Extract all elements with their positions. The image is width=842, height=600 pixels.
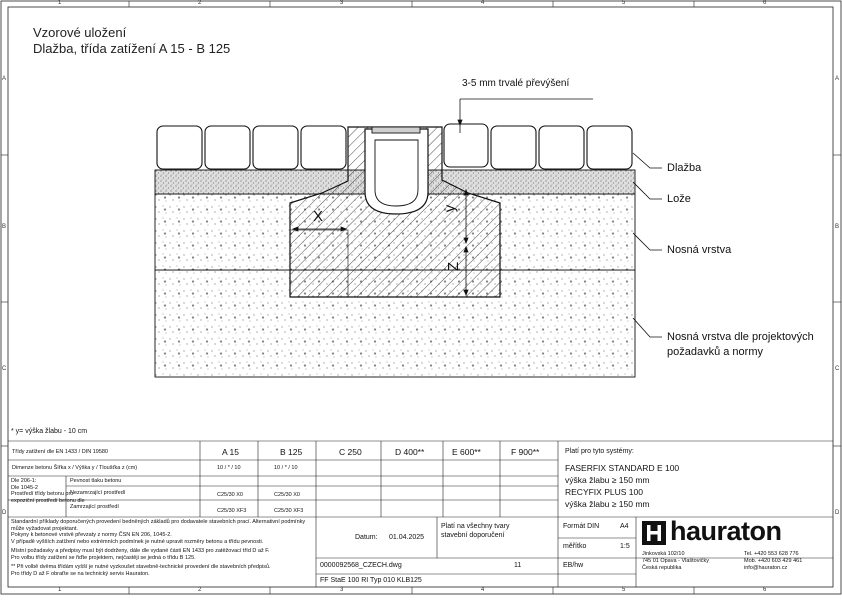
- company-address-3: Česká republika: [642, 565, 682, 571]
- grid-col-6-bottom: 6: [763, 587, 767, 593]
- system-faserfix: FASERFIX STANDARD E 100: [565, 463, 680, 473]
- scale-label: měřítko: [563, 543, 587, 550]
- note-7: Pro třídy D až F obraťte se na technický servis Hauraton.: [11, 570, 150, 577]
- class-c250: C 250: [339, 447, 362, 457]
- grid-col-5-bottom: 5: [622, 587, 626, 593]
- format-value: A4: [620, 523, 629, 530]
- company-logo-text: hauraton: [670, 516, 782, 546]
- company-mobile: Mob. +420 603 429 461: [744, 558, 803, 564]
- freeze-a15: C25/30 XF3: [217, 508, 247, 514]
- class-d400: D 400**: [395, 447, 425, 457]
- offset-callout: 3-5 mm trvalé převýšení: [462, 78, 570, 89]
- layer-leaders: [633, 153, 662, 337]
- grid-col-1-bottom: 1: [58, 587, 62, 593]
- dims-row-label: Dimenze betonu Šířka x / Výška y / Tloušťka z (cm): [12, 465, 138, 471]
- systems-label: Platí pro tyto systémy:: [565, 448, 634, 455]
- freeze-b125: C25/30 XF3: [274, 508, 304, 514]
- company-email[interactable]: info@hauraton.cz: [744, 565, 788, 571]
- norm-label: Dle 206-1: Dle 1045-2: [11, 478, 38, 491]
- grid-col-6: 6: [763, 0, 767, 6]
- class-a15: A 15: [222, 447, 240, 457]
- drawing-file: 0000092568_CZECH.dwg: [320, 562, 402, 569]
- grid-col-1: 1: [58, 0, 62, 6]
- drawing-reference: FF StaE 100 RI Typ 010 KLB125: [320, 577, 422, 584]
- notes-block: [11, 519, 311, 577]
- note-4: Místní požadavky a předpisy musí být dodrženy, dále dle vydané části EN 1433 pro zatěžovací tříd D až F.: [11, 548, 270, 554]
- drawing-subtitle: Dlažba, třída zatížení A 15 - B 125: [33, 41, 231, 56]
- strength-label: Pevnost tlaku betonu: [70, 478, 122, 484]
- layer-label-subbase-2: požadavků a normy: [667, 346, 763, 358]
- scale-value: 1:5: [620, 543, 630, 550]
- grid-col-5: 5: [622, 0, 626, 6]
- grid-row-b-right: B: [835, 224, 840, 230]
- note-5: Pro volbu třídy zatížení se řiďte projektem, nejčastěji se jedná o třídu B 125.: [11, 554, 196, 561]
- date-label: Datum:: [355, 534, 378, 541]
- dimension-z-label: Z: [445, 261, 463, 272]
- grid-row-a: A: [2, 76, 7, 82]
- note-1: Standardní příklady doporučených provedení bedněných základů pro dodavatele stavebních prací. Alternativní podmínky může vyžadovat projektant.: [11, 519, 306, 532]
- grid-col-3: 3: [340, 0, 344, 6]
- note-2: Pokyny k betonové vrstvě převzaty z normy ČSN EN 206, 1045-2.: [11, 532, 172, 538]
- dimension-y-label: y: [441, 204, 459, 213]
- company-tel: Tel. +420 553 628 776: [744, 551, 799, 557]
- grid-row-a-right: A: [835, 76, 840, 82]
- grid-col-4: 4: [481, 0, 485, 6]
- system-recyfix-height: výška žlabu ≥ 150 mm: [565, 499, 650, 509]
- layer-label-base: Nosná vrstva: [667, 244, 732, 256]
- load-class-header: Třídy zatížení dle EN 1433 / DIN 19580: [12, 449, 108, 455]
- class-b125: B 125: [280, 447, 303, 457]
- company-address-2: 745 01 Opava - Vlaštovičky: [642, 558, 709, 564]
- sheet-number: 11: [514, 562, 522, 569]
- stamp-tag-right: stavební doporučení: [441, 532, 505, 539]
- non-freeze-a15: C25/30 X0: [217, 492, 243, 498]
- layer-label-subbase: Nosná vrstva dle projektových: [667, 331, 814, 343]
- channel-grating: [372, 127, 420, 133]
- grid-col-4-bottom: 4: [481, 587, 485, 593]
- class-f900: F 900**: [511, 447, 540, 457]
- non-freeze-label: Nezamrzající prostředí: [70, 490, 126, 496]
- layer-label-bedding: Lože: [667, 193, 691, 205]
- freeze-label: Zamrzající prostředí: [70, 504, 119, 510]
- footnote: * y= výška žlabu - 10 cm: [11, 428, 88, 435]
- dimension-x-label: X: [313, 208, 324, 225]
- system-faserfix-height: výška žlabu ≥ 150 mm: [565, 475, 650, 485]
- date-value: 01.04.2025: [389, 534, 425, 541]
- drawing-title: Vzorové uložení: [33, 25, 127, 40]
- grid-row-c: C: [2, 366, 7, 372]
- grid-row-c-right: C: [835, 366, 840, 372]
- class-e600: E 600**: [452, 447, 481, 457]
- non-freeze-b125: C25/30 X0: [274, 492, 300, 498]
- format-label: Formát DIN: [563, 523, 600, 530]
- layer-label-paving: Dlažba: [667, 162, 702, 174]
- note-6: ** Při volbě dvěma třídám vyšší je nutné vyzkoušet stavebně-technické provedení dle stavebních předpisů.: [11, 564, 271, 570]
- stamp-tag-left: Platí na všechny tvary: [441, 523, 510, 530]
- grid-row-d-right: D: [835, 510, 840, 516]
- grid-row-d: D: [2, 510, 7, 516]
- grid-row-b: B: [2, 224, 7, 230]
- exposure-label: Prostředí třídy betonu pro expoziční prostředí betonu dle: [11, 491, 85, 504]
- company-address-1: Jinkovská 102/10: [642, 551, 685, 557]
- grid-col-3-bottom: 3: [340, 587, 344, 593]
- system-recyfix: RECYFIX PLUS 100: [565, 487, 643, 497]
- grid-col-2: 2: [198, 0, 202, 6]
- note-3: V případě vyšších zatížení nebo extrémních podmínek je nutné upravit rozměry betonu a třídu pevnosti.: [11, 538, 264, 545]
- grid-col-2-bottom: 2: [198, 587, 202, 593]
- checked-by: EB/hw: [563, 562, 584, 569]
- dims-a15: 10 / * / 10: [217, 465, 241, 471]
- dims-b125: 10 / * / 10: [274, 465, 298, 471]
- hauraton-logo-icon: [642, 521, 666, 545]
